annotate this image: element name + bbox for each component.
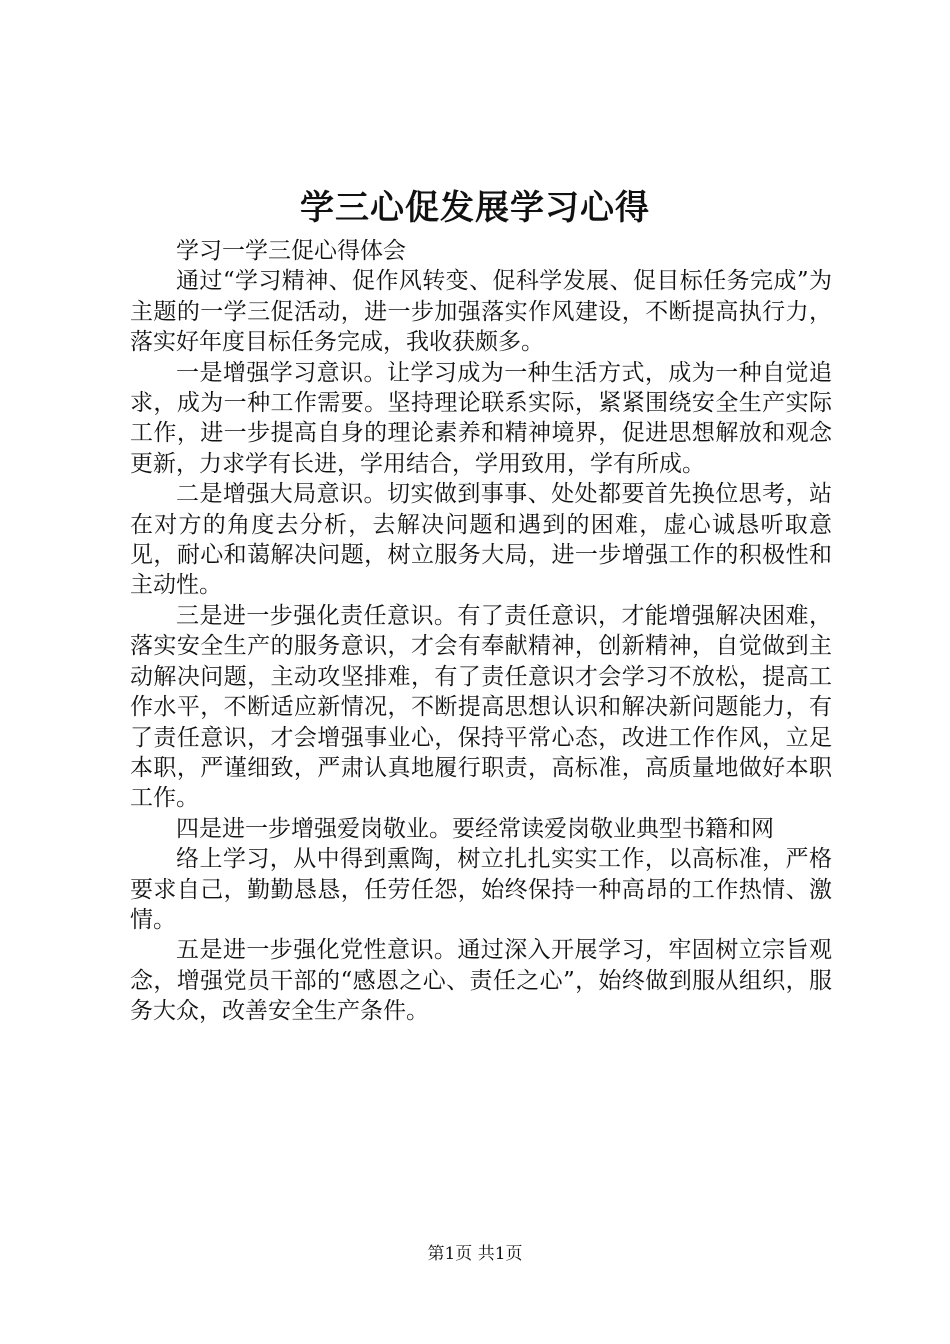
paragraph-point-5: 五是进一步强化党性意识。通过深入开展学习，牢固树立宗旨观念，增强党员干部的“感恩之心、责任之心”，始终做到服从组织，服务大众，改善安全生产条件。 bbox=[130, 937, 832, 1025]
document-title: 学三心促发展学习心得 bbox=[300, 188, 650, 228]
paragraph-point-4: 四是进一步增强爱岗敬业。要经常读爱岗敬业典型书籍和网 bbox=[176, 815, 774, 842]
paragraph-point-3: 三是进一步强化责任意识。有了责任意识，才能增强解决困难，落实安全生产的服务意识，才会有奉献精神，创新精神，自觉做到主动解决问题，主动攻坚排难，有了责任意识才会学习不放松，提高工作水平，不断适应新情况，不断提高思想认识和解决新问题能力，有了责任意识，才会增强事业心，保持平常心态，改进工作作风，立足本职，严谨细致，严肃认真地履行职责，高标准，高质量地做好本职工作。 bbox=[130, 602, 832, 812]
page-number-footer: 第1页 共1页 bbox=[427, 1244, 523, 1264]
paragraph-point-1: 一是增强学习意识。让学习成为一种生活方式，成为一种自觉追求，成为一种工作需要。坚持理论联系实际，紧紧围绕安全生产实际工作，进一步提高自身的理论素养和精神境界，促进思想解放和观念更新，力求学有长进，学用结合，学用致用，学有所成。 bbox=[130, 359, 832, 477]
paragraph-intro: 通过“学习精神、促作风转变、促科学发展、促目标任务完成”为主题的一学三促活动，进一步加强落实作风建设，不断提高执行力，落实好年度目标任务完成，我收获颇多。 bbox=[130, 268, 832, 356]
paragraph-point-4-continued: 络上学习，从中得到熏陶，树立扎扎实实工作，以高标准，严格要求自己，勤勤恳恳，任劳任怨，始终保持一种高昂的工作热情、激情。 bbox=[130, 846, 832, 933]
paragraph-subtitle: 学习一学三促心得体会 bbox=[176, 238, 406, 264]
document-body bbox=[130, 236, 832, 1027]
paragraph-point-2: 二是增强大局意识。切实做到事事、处处都要首先换位思考，站在对方的角度去分析，去解决问题和遇到的困难，虚心诚恳听取意见，耐心和蔼解决问题，树立服务大局，进一步增强工作的积极性和主动性。 bbox=[130, 481, 832, 599]
